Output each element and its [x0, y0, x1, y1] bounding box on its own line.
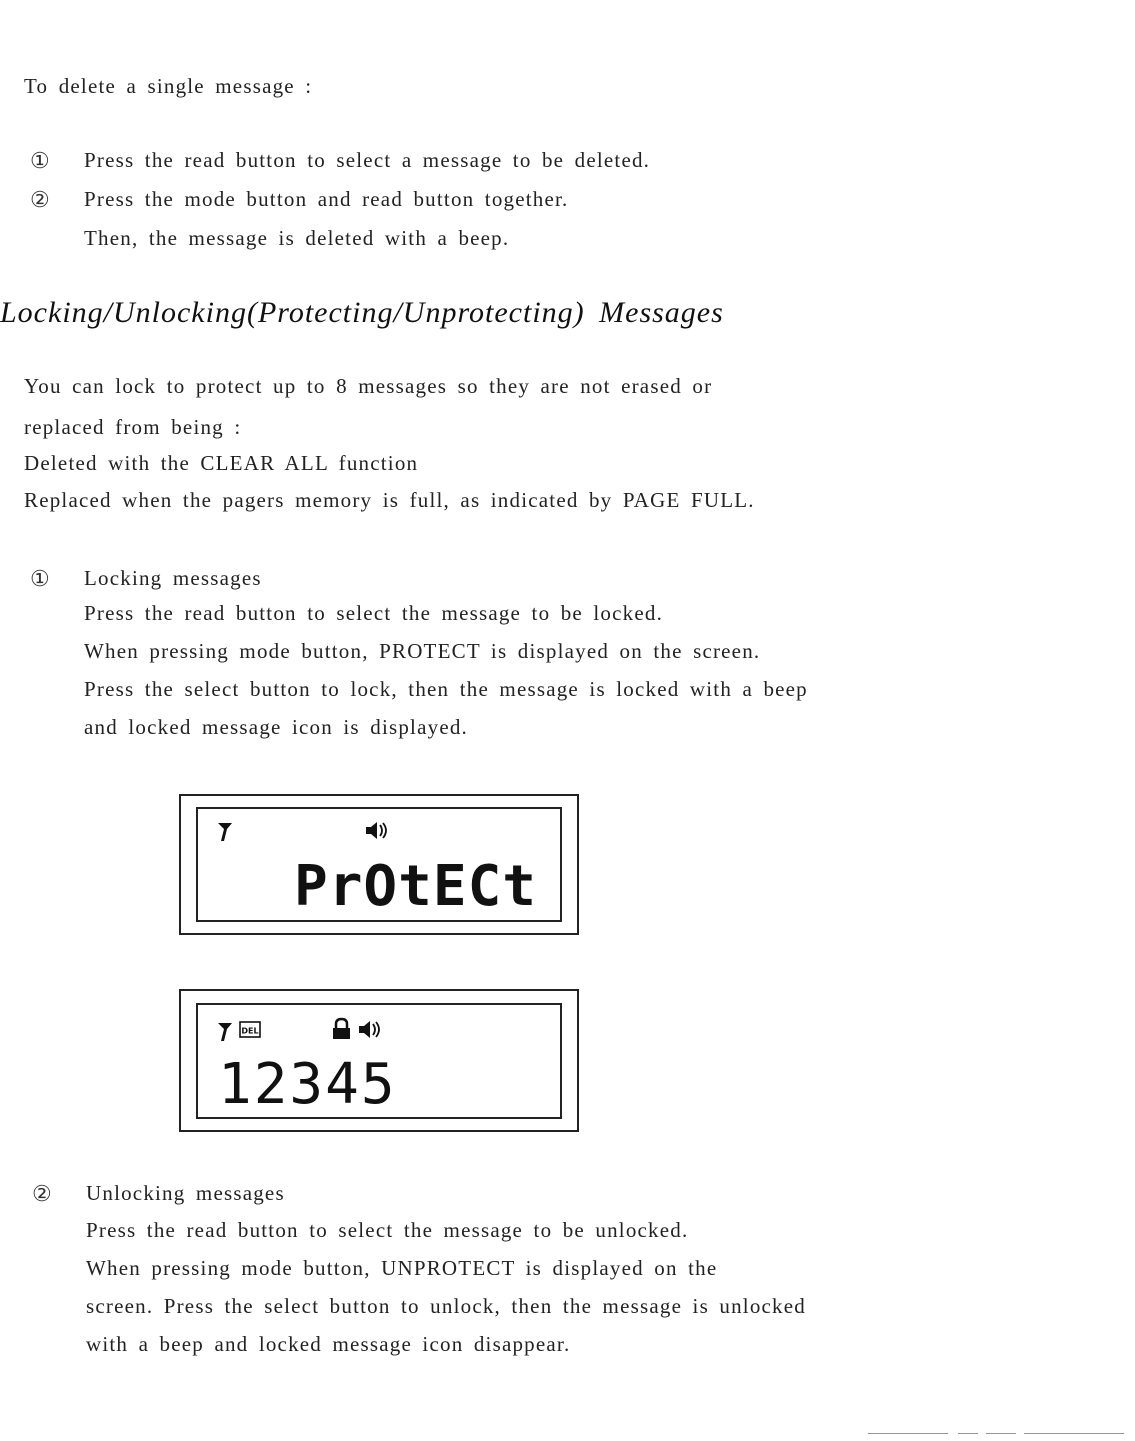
- unlocking-line-3: screen. Press the select button to unlock, then the message is unlocked: [86, 1294, 806, 1318]
- lcd-display-locked: [179, 989, 579, 1132]
- locking-line-2: When pressing mode button, PROTECT is displayed on the screen.: [84, 639, 761, 663]
- lcd-graphic-protect: [198, 809, 560, 920]
- locking-line-1: Press the read button to select the message to be locked.: [84, 601, 664, 625]
- lcd-screen-locked: [196, 1003, 562, 1119]
- lock-intro-line-3: Deleted with the CLEAR ALL function: [24, 451, 419, 475]
- unlocking-line-2: When pressing mode button, UNPROTECT is displayed on the: [86, 1256, 718, 1280]
- unlocking-line-1: Press the read button to select the message to be unlocked.: [86, 1218, 689, 1242]
- scan-artifact: [1024, 1433, 1124, 1434]
- unlocking-marker: ②: [32, 1181, 52, 1206]
- step-2-marker: ②: [30, 187, 50, 212]
- speaker-icon: [366, 822, 386, 839]
- lcd-screen-protect: [196, 807, 562, 922]
- locking-marker: ①: [30, 566, 50, 591]
- del-badge-text: DEL: [241, 1026, 259, 1036]
- locking-title: Locking messages: [84, 566, 262, 590]
- lcd-display-protect: [179, 794, 579, 935]
- lock-icon: [333, 1019, 350, 1039]
- del-icon: [240, 1022, 260, 1037]
- lcd-text-number: 12345: [218, 1052, 397, 1117]
- antenna-icon: [218, 823, 232, 841]
- locking-line-4: and locked message icon is displayed.: [84, 715, 468, 739]
- lcd-text-protect: PrOtECt: [294, 854, 538, 919]
- scan-artifact: [958, 1433, 978, 1434]
- scan-artifact: [868, 1433, 948, 1434]
- scan-artifact: [986, 1433, 1016, 1434]
- lock-intro-line-4: Replaced when the pagers memory is full, as indicated by PAGE FULL.: [24, 488, 755, 512]
- lcd-graphic-locked: [198, 1005, 560, 1117]
- unlocking-line-4: with a beep and locked message icon disappear.: [86, 1332, 571, 1356]
- speaker-icon: [359, 1021, 379, 1038]
- delete-step-2-continued: Then, the message is deleted with a beep.: [84, 226, 510, 250]
- delete-step-2: Press the mode button and read button together.: [84, 187, 569, 211]
- lock-intro-line-2: replaced from being :: [24, 415, 242, 439]
- section-heading: Locking/Unlocking(Protecting/Unprotecting) Messages: [0, 296, 724, 329]
- lock-intro-line-1: You can lock to protect up to 8 messages so they are not erased or: [24, 374, 713, 398]
- unlocking-title: Unlocking messages: [86, 1181, 285, 1205]
- delete-step-1: Press the read button to select a message to be deleted.: [84, 148, 651, 172]
- step-1-marker: ①: [30, 148, 50, 173]
- locking-line-3: Press the select button to lock, then the message is locked with a beep: [84, 677, 808, 701]
- antenna-icon: [218, 1023, 232, 1041]
- delete-intro: To delete a single message :: [24, 74, 313, 98]
